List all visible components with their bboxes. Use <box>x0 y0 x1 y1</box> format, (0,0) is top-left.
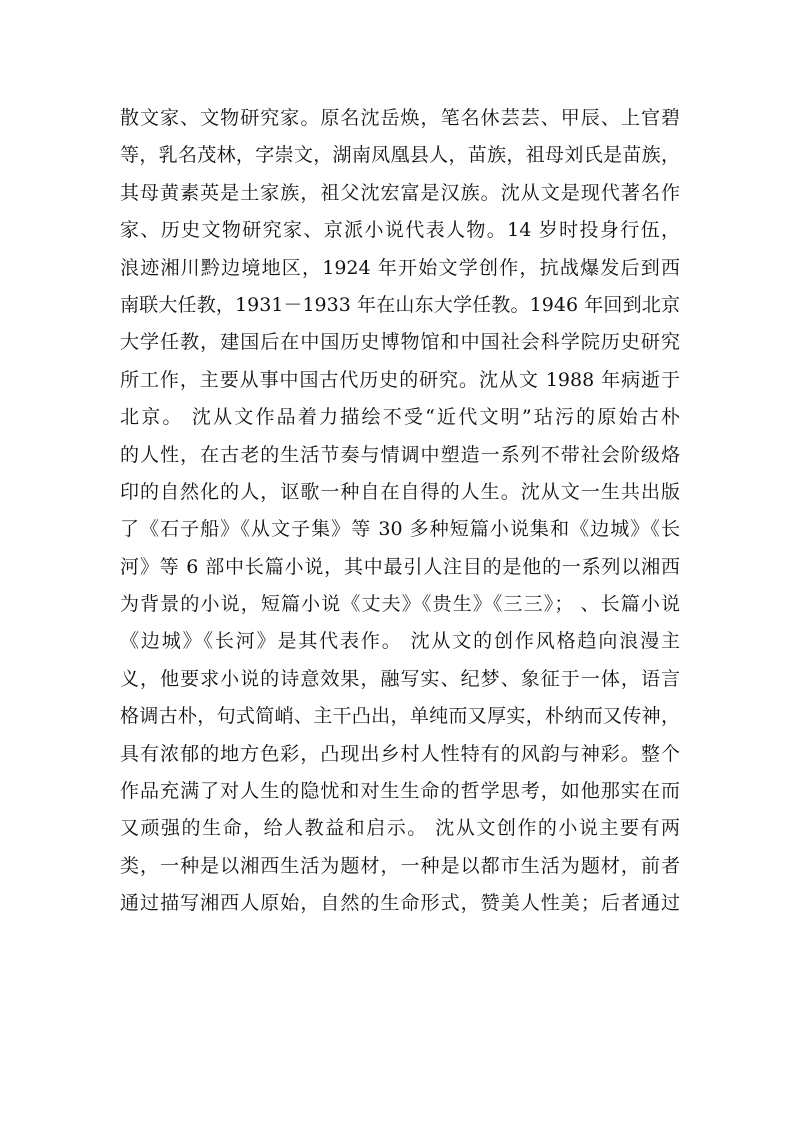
text-line: 河》等 6 部中长篇小说，其中最引人注目的是他的一系列以湘西 <box>120 555 680 578</box>
text-line: 《边城》《长河》是其代表作。 沈从文的创作风格趋向浪漫主 <box>120 630 680 653</box>
text-line: 的人性，在古老的生活节奏与情调中塑造一系列不带社会阶级烙 <box>120 443 680 466</box>
text-line: 具有浓郁的地方色彩，凸现出乡村人性特有的风韵与神彩。整个 <box>120 742 680 765</box>
text-line: 等，乳名茂林，字崇文，湖南凤凰县人，苗族，祖母刘氏是苗族， <box>120 144 680 167</box>
body-text <box>120 100 680 923</box>
text-line: 义，他要求小说的诗意效果，融写实、纪梦、象征于一体，语言 <box>120 667 680 690</box>
text-line: 了《石子船》《从文子集》等 30 多种短篇小说集和《边城》《长 <box>120 518 680 541</box>
text-line: 其母黄素英是土家族，祖父沈宏富是汉族。沈从文是现代著名作 <box>120 181 680 204</box>
text-line: 所工作，主要从事中国古代历史的研究。沈从文 1988 年病逝于 <box>120 368 680 391</box>
text-line: 浪迹湘川黔边境地区，1924 年开始文学创作，抗战爆发后到西 <box>120 256 680 279</box>
text-line: 类，一种是以湘西生活为题材，一种是以都市生活为题材，前者 <box>120 854 680 877</box>
text-line: 作品充满了对人生的隐忧和对生生命的哲学思考，如他那实在而 <box>120 780 680 803</box>
text-line: 又顽强的生命，给人教益和启示。 沈从文创作的小说主要有两 <box>120 817 680 840</box>
text-line: 大学任教，建国后在中国历史博物馆和中国社会科学院历史研究 <box>120 331 680 354</box>
text-line: 散文家、文物研究家。原名沈岳焕，笔名休芸芸、甲辰、上官碧 <box>120 107 680 129</box>
text-line: 通过描写湘西人原始，自然的生命形式，赞美人性美；后者通过 <box>120 892 680 915</box>
text-line: 南联大任教，1931－1933 年在山东大学任教。1946 年回到北京 <box>120 293 680 316</box>
text-line: 格调古朴，句式简峭、主干凸出，单纯而又厚实，朴纳而又传神， <box>120 705 680 728</box>
text-line: 印的自然化的人，讴歌一种自在自得的人生。沈从文一生共出版 <box>120 480 680 503</box>
text-line: 家、历史文物研究家、京派小说代表人物。14 岁时投身行伍， <box>120 219 680 242</box>
text-line: 为背景的小说，短篇小说《丈夫》《贵生》《三三》； 、长篇小说 <box>120 593 680 616</box>
text-line: 北京。 沈从文作品着力描绘不受“近代文明”玷污的原始古朴 <box>120 406 680 429</box>
